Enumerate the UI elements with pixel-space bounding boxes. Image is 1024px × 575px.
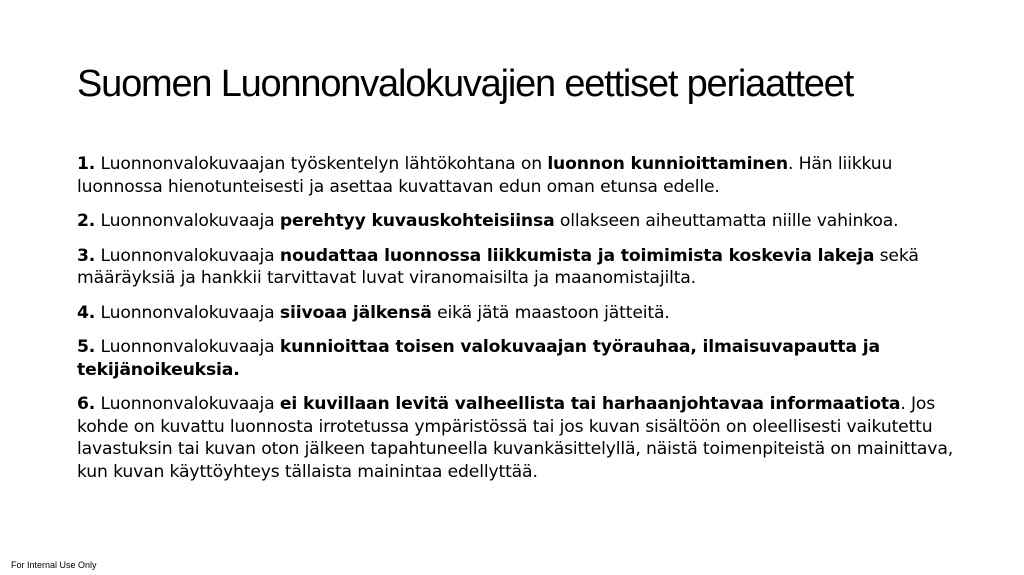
- principle-text: Luonnonvalokuvaaja: [95, 394, 280, 414]
- principle-emphasis: kunnioittaa toisen valokuvaajan työrauhaa, ilmaisuvapautta ja tekijänoikeuksia.: [77, 337, 880, 380]
- principle-text: ollakseen aiheuttamatta niille vahinkoa.: [554, 211, 899, 231]
- principle-number: 5.: [77, 337, 96, 357]
- principle-text: Luonnonvalokuvaaja: [95, 302, 280, 323]
- principle-number: 1.: [77, 154, 96, 174]
- principle-text: Luonnonvalokuvaajan työskentelyn lähtökohtana on: [95, 154, 548, 174]
- principle-text: Luonnonvalokuvaaja: [95, 337, 280, 357]
- footer-label: For Internal Use Only: [11, 560, 97, 570]
- principle-item: [77, 245, 977, 290]
- slide-title: Suomen Luonnonvalokuvajien eettiset periaatteet: [77, 63, 853, 105]
- principle-emphasis: luonnon kunnioittaminen: [547, 154, 788, 174]
- principle-text: Luonnonvalokuvaaja: [95, 245, 280, 266]
- principle-number: 3.: [77, 245, 96, 266]
- principle-text: sekä määräyksiä ja hankkii tarvittavat luvat viranomaisilta ja maanomistajilta.: [77, 245, 919, 288]
- principle-item: [77, 336, 977, 381]
- principle-item: [77, 153, 977, 198]
- principle-text: eikä jätä maastoon jätteitä.: [431, 302, 670, 323]
- principle-item: [77, 393, 977, 483]
- principle-number: 4.: [77, 302, 96, 323]
- principles-list: [77, 153, 977, 495]
- principle-emphasis: siivoaa jälkensä: [279, 302, 432, 323]
- principle-text: Luonnonvalokuvaaja: [95, 211, 280, 231]
- principle-item: [77, 210, 977, 233]
- principle-item: [77, 302, 977, 325]
- principle-text: . Jos kohde on kuvattu luonnosta irrotetussa ympäristössä tai jos kuvan sisältöön on oleellisesti vaikutettu lavastuksin tai kuvan oton jälkeen tapahtuneella kuvankäsittelyllä, näistä toimenpiteistä on mainittava, kun kuvan käyttöyhteys tällaista mainintaa edellyttää.: [77, 394, 954, 482]
- principle-emphasis: ei kuvillaan levitä valheellista tai harhaanjohtavaa informaatiota: [279, 394, 901, 414]
- principle-number: 2.: [77, 211, 96, 231]
- principle-text: . Hän liikkuu luonnossa hienotunteisesti ja asettaa kuvattavan edun oman etunsa edelle.: [77, 154, 893, 197]
- principle-emphasis: noudattaa luonnossa liikkumista ja toimimista koskevia lakeja: [279, 245, 875, 266]
- principle-number: 6.: [77, 394, 96, 414]
- principle-emphasis: perehtyy kuvauskohteisiinsa: [279, 211, 555, 231]
